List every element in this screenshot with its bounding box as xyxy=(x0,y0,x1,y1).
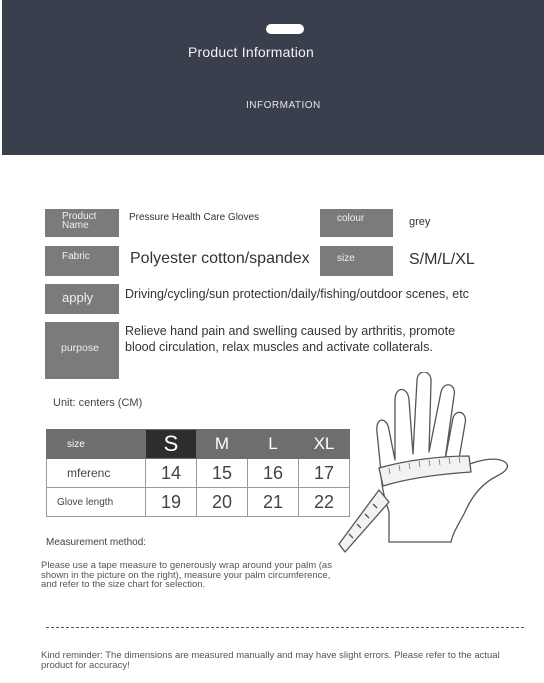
table-cell: 19 xyxy=(146,488,197,517)
size-table-header-cell: L xyxy=(248,430,299,459)
size-table-header-cell: M xyxy=(197,430,248,459)
size-table-header-cell: S xyxy=(146,430,197,459)
colour-value: grey xyxy=(409,216,431,228)
unit-label: Unit: centers (CM) xyxy=(53,397,143,409)
product-name-label: Product Name xyxy=(45,209,119,237)
dashed-divider xyxy=(46,627,524,628)
fabric-value: Polyester cotton/spandex xyxy=(130,250,310,267)
kind-reminder: Kind reminder: The dimensions are measured manually and may have slight errors. Please refer to the actual product for accuracy! xyxy=(41,650,500,671)
purpose-value-line-1: Relieve hand pain and swelling caused by arthritis, promote xyxy=(125,324,456,338)
header-pill xyxy=(266,24,304,34)
size-table-header-cell: size xyxy=(47,430,146,459)
table-cell: 17 xyxy=(299,459,350,488)
header-subtitle: INFORMATION xyxy=(246,100,321,111)
purpose-value-line-2: blood circulation, relax muscles and activate collaterals. xyxy=(125,340,433,354)
product-name-value: Pressure Health Care Gloves xyxy=(129,212,260,223)
measurement-text: Please use a tape measure to generously wrap around your palm (as shown in the picture on the right), measure your palm circumference, and refer to the size chart for selection. xyxy=(41,560,332,590)
table-cell: 21 xyxy=(248,488,299,517)
measurement-title: Measurement method: xyxy=(46,537,147,548)
size-table-header-cell: XL xyxy=(299,430,350,459)
size-table-header xyxy=(47,430,350,459)
table-cell: 22 xyxy=(299,488,350,517)
table-row xyxy=(47,459,350,488)
header-title: Product Information xyxy=(188,44,314,60)
table-row xyxy=(47,488,350,517)
table-cell: 14 xyxy=(146,459,197,488)
apply-label: apply xyxy=(45,284,119,314)
hand-measure-illustration xyxy=(337,372,517,562)
table-cell: 20 xyxy=(197,488,248,517)
table-cell: 15 xyxy=(197,459,248,488)
size-value: S/M/L/XL xyxy=(409,251,475,268)
apply-value: Driving/cycling/sun protection/daily/fishing/outdoor scenes, etc xyxy=(125,287,469,301)
purpose-label: purpose xyxy=(45,322,119,379)
fabric-label: Fabric xyxy=(45,246,119,276)
row-label: mferenc xyxy=(47,459,146,488)
row-label: Glove length xyxy=(47,488,146,517)
colour-label: colour xyxy=(320,209,393,237)
header-banner xyxy=(2,0,544,155)
size-label: size xyxy=(320,246,393,276)
size-table xyxy=(46,429,350,517)
table-cell: 16 xyxy=(248,459,299,488)
